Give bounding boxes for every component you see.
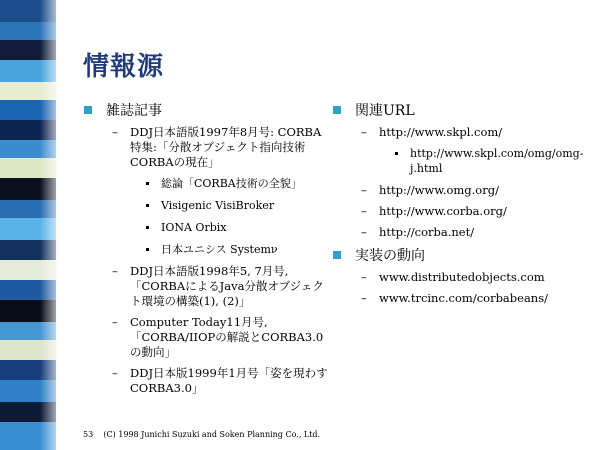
square-bullet-icon xyxy=(333,251,341,259)
dash-icon: – xyxy=(361,270,367,284)
url-link[interactable]: – http://www.skpl.com/ xyxy=(361,125,503,139)
list-item: – DDJ日本語版1998年5, 7月号, 「CORBAによるJava分散オブジェクト環境の構築(1), (2)」 xyxy=(112,264,324,308)
page-title: 情報源 xyxy=(83,52,165,82)
url-link[interactable]: – http://corba.net/ xyxy=(361,225,475,239)
square-bullet-icon xyxy=(333,106,341,114)
right-column xyxy=(333,101,584,312)
dot-icon xyxy=(146,204,149,207)
dash-icon: – xyxy=(361,183,367,197)
heading-label: 雑誌記事 xyxy=(106,103,162,119)
dot-icon xyxy=(146,226,149,229)
square-bullet-icon xyxy=(84,106,92,114)
heading-label: 関連URL xyxy=(355,103,415,119)
url-link[interactable]: – www.distributedobjects.com xyxy=(361,270,545,284)
dash-icon: – xyxy=(112,366,118,380)
dash-icon: – xyxy=(112,315,118,329)
url-link[interactable]: http://www.skpl.com/omg/omg-j.html xyxy=(333,146,578,176)
heading-implementations xyxy=(333,246,578,266)
dash-icon: – xyxy=(361,225,367,239)
dot-icon xyxy=(146,182,149,185)
list-item: – Computer Today11月号, 「CORBA/IIOPの解説とCORBA3.0の動向」 xyxy=(112,315,324,359)
dash-icon: – xyxy=(361,204,367,218)
sub-list-item: 総論「CORBA技術の全貌」 xyxy=(84,176,329,191)
dot-icon xyxy=(146,248,149,251)
dash-icon: – xyxy=(361,125,367,139)
heading-urls xyxy=(333,101,578,121)
url-link[interactable]: – www.trcinc.com/corbabeans/ xyxy=(361,291,548,305)
sub-list-item: IONA Orbix xyxy=(84,220,329,235)
decorative-stripe xyxy=(0,0,58,450)
url-link[interactable]: – http://www.corba.org/ xyxy=(361,204,507,218)
list-item: – DDJ日本語版1997年8月号: CORBA特集:「分散オブジェクト指向技術CORBAの現在」 xyxy=(112,125,322,169)
url-link[interactable]: – http://www.omg.org/ xyxy=(361,183,499,197)
heading-magazines xyxy=(84,101,329,121)
left-column xyxy=(84,101,329,402)
dot-icon xyxy=(395,152,398,155)
sub-list-item: Visigenic VisiBroker xyxy=(84,198,329,213)
footer xyxy=(83,430,320,439)
heading-label: 実装の動向 xyxy=(355,248,425,264)
dash-icon: – xyxy=(361,291,367,305)
list-item: – DDJ日本版1999年1月号「姿を現わすCORBA3.0」 xyxy=(112,366,328,395)
dash-icon: – xyxy=(112,264,118,278)
copyright: (C) 1998 Junichi Suzuki and Soken Planning Co., Ltd. xyxy=(103,430,321,439)
page-number: 53 xyxy=(83,430,94,439)
sub-list-item: 日本ユニシス Systemν xyxy=(84,242,329,257)
dash-icon: – xyxy=(112,125,118,139)
